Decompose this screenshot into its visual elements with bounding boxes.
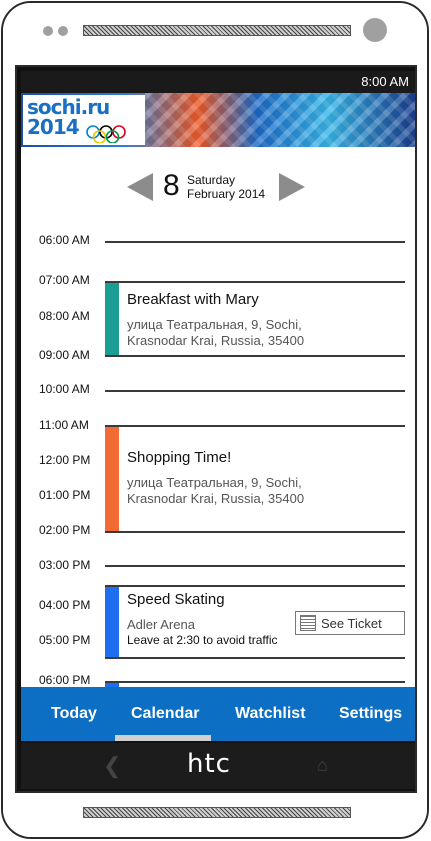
event-note: Leave at 2:30 to avoid traffic [127,633,278,647]
day-timeline [21,213,415,741]
nav-calendar[interactable]: Calendar [131,705,200,722]
htc-logo: htc [187,749,231,779]
day-number: 8 [163,169,180,202]
event-title: Breakfast with Mary [127,291,259,308]
logo-line-2: 2014 [27,115,79,139]
status-time: 8:00 AM [361,74,409,89]
event-title: Speed Skating [127,591,225,608]
day-name: Saturday [187,173,236,187]
status-bar [21,71,415,93]
time-label: 07:00 AM [39,273,90,287]
sensor-dot [43,26,53,36]
event-shopping[interactable] [105,427,405,531]
event-address-line-2: Krasnodar Krai, Russia, 35400 [127,491,305,506]
ticket-icon [300,615,316,631]
screen-frame [15,65,417,793]
event-address-line-1: улица Театральная, 9, Sochi, [127,475,302,490]
hardware-buttons [21,743,415,789]
event-speed-skating[interactable] [105,587,405,657]
earpiece-speaker [83,25,351,36]
top-bezel [3,3,427,65]
time-label: 02:00 PM [39,523,91,537]
event-color-bar [105,587,119,657]
sensor-dot [58,26,68,36]
event-venue: Adler Arena [127,617,195,632]
logo-line-1: sochi.ru [27,95,110,119]
bottom-speaker [83,807,351,818]
event-breakfast[interactable] [105,283,405,355]
time-label: 09:00 AM [39,348,90,362]
time-label: 08:00 AM [39,309,90,323]
arrow-left-icon[interactable] [127,173,153,201]
app-screen [21,93,415,741]
date-navigator [21,169,415,203]
event-address-line-2: Krasnodar Krai, Russia, 35400 [127,333,305,348]
see-ticket-button[interactable] [295,611,405,635]
time-label: 06:00 PM [39,673,91,687]
event-color-bar [105,427,119,531]
hour-line [105,565,405,567]
home-icon[interactable]: ⌂ [317,755,328,775]
event-color-bar [105,283,119,355]
time-label: 12:00 PM [39,453,91,467]
hour-line [105,241,405,243]
phone-frame [1,1,429,839]
nav-watchlist[interactable]: Watchlist [235,705,306,722]
time-label: 03:00 PM [39,558,91,572]
time-label: 04:00 PM [39,598,91,612]
hour-line [105,390,405,392]
back-icon[interactable]: ❮ [103,753,122,778]
see-ticket-label: See Ticket [321,616,382,631]
nav-today[interactable]: Today [51,705,97,722]
arrow-right-icon[interactable] [279,173,305,201]
month-year: February 2014 [187,187,266,201]
time-label: 01:00 PM [39,488,91,502]
banner-pattern [145,93,415,147]
event-title: Shopping Time! [127,449,232,466]
hour-line [105,355,405,357]
bottom-nav [21,687,415,741]
front-camera [363,18,387,42]
nav-settings[interactable]: Settings [339,705,403,722]
time-label: 06:00 AM [39,233,90,247]
hour-line [105,657,405,659]
sochi-logo [23,95,145,145]
olympic-rings-icon [85,125,143,143]
event-address-line-1: улица Театральная, 9, Sochi, [127,317,302,332]
active-tab-indicator [115,735,211,741]
time-label: 05:00 PM [39,633,91,647]
time-label: 11:00 AM [39,418,89,432]
sochi-banner [21,93,415,147]
time-label: 10:00 AM [39,382,90,396]
hour-line [105,531,405,533]
bottom-bezel [3,795,427,839]
